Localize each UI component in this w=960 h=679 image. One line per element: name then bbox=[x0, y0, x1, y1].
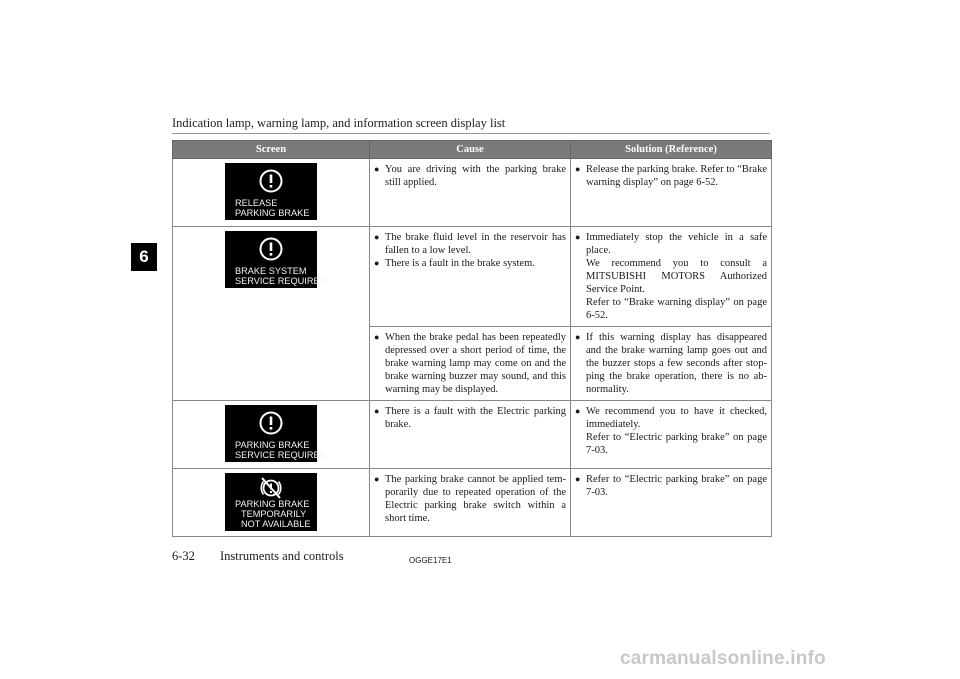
table-header-row bbox=[173, 141, 772, 159]
solution-text: Refer to “Electric parking brake” on page 7-03. bbox=[586, 432, 767, 456]
display-text-line: PARKING BRAKE bbox=[235, 499, 310, 509]
release-parking-brake-display bbox=[225, 163, 317, 220]
table-row bbox=[173, 401, 772, 469]
display-text-line: SERVICE REQUIRED bbox=[235, 450, 327, 460]
solution-text: If this warning display has disappeared and the brake warning lamp goes out and the buzzer stops a few seconds after stop-ping the brake operation, there is no ab-normality. bbox=[586, 332, 767, 395]
crossed-parking-brake-icon bbox=[258, 475, 284, 501]
solution-cell: ● If this warning display has disappeared and the brake warning lamp goes out and the buzzer stops a few seconds after stop-ping the brake operation, there is no ab-normality. bbox=[571, 327, 772, 401]
cause-cell: ● There is a fault with the Electric parking brake. bbox=[370, 401, 571, 469]
exclamation-circle-icon bbox=[258, 410, 284, 436]
column-header-screen: Screen bbox=[173, 141, 370, 159]
watermark: carmanualsonline.info bbox=[620, 648, 826, 669]
exclamation-circle-icon bbox=[258, 168, 284, 194]
parking-brake-service-required-display bbox=[225, 405, 327, 462]
solution-text: Refer to “Brake warning display” on page 6-52. bbox=[586, 297, 767, 321]
cause-text: The parking brake cannot be applied tem-porarily due to repeated operation of the Electric parking brake switch within a short time. bbox=[385, 474, 566, 524]
solution-cell: ● Release the parking brake. Refer to “Brake warning display” on page 6-52. bbox=[571, 159, 772, 227]
cause-text: There is a fault in the brake system. bbox=[385, 258, 535, 269]
cause-text: There is a fault with the Electric parking brake. bbox=[385, 406, 566, 430]
solution-text: We recommend you to have it checked, immediately. bbox=[586, 406, 767, 430]
cause-cell: ● You are driving with the parking brake still applied. bbox=[370, 159, 571, 227]
chapter-tab: 6 bbox=[131, 243, 157, 271]
screen-cell bbox=[173, 469, 370, 537]
display-text-line: RELEASE bbox=[235, 198, 278, 208]
cause-cell: ● The brake fluid level in the reservoir has fallen to a low level. ● There is a fault in the brake system. bbox=[370, 227, 571, 327]
screen-cell bbox=[173, 159, 370, 227]
display-text-line: BRAKE SYSTEM bbox=[235, 266, 307, 276]
display-list-table bbox=[172, 140, 772, 537]
solution-cell: ● We recommend you to have it checked, immediately. Refer to “Electric parking brake” on page 7-03. bbox=[571, 401, 772, 469]
column-header-solution: Solution (Reference) bbox=[571, 141, 772, 159]
display-text-line: NOT AVAILABLE bbox=[241, 519, 311, 529]
header-rule bbox=[172, 133, 770, 134]
screen-cell bbox=[173, 401, 370, 469]
display-text-line: PARKING BRAKE bbox=[235, 440, 310, 450]
display-text-line: SERVICE REQUIRED bbox=[235, 276, 327, 286]
cause-cell: ● When the brake pedal has been repeatedly depressed over a short period of time, the brake warning lamp may come on and the brake warning buzzer may sound, and this warning may be displayed. bbox=[370, 327, 571, 401]
document-code: OGGE17E1 bbox=[409, 556, 452, 565]
cause-text: The brake fluid level in the reservoir has fallen to a low level. bbox=[385, 232, 566, 256]
solution-text: We recommend you to consult a MITSUBISHI MOTORS Authorized Service Point. bbox=[586, 258, 767, 295]
table-row bbox=[173, 469, 772, 537]
solution-text: Immediately stop the vehicle in a safe place. bbox=[586, 232, 767, 256]
solution-cell: ● Refer to “Electric parking brake” on page 7-03. bbox=[571, 469, 772, 537]
exclamation-circle-icon bbox=[258, 236, 284, 262]
solution-text: Release the parking brake. Refer to “Brake warning display” on page 6-52. bbox=[586, 164, 767, 188]
cause-text: When the brake pedal has been repeatedly depressed over a short period of time, the brake warning lamp may come on and the brake warning buzzer may sound, and this warning may be displayed. bbox=[385, 332, 566, 395]
cause-text: You are driving with the parking brake still applied. bbox=[385, 164, 566, 188]
parking-brake-temporarily-not-available-display bbox=[225, 473, 317, 531]
page-number: 6-32 bbox=[172, 549, 195, 563]
solution-text: Refer to “Electric parking brake” on page 7-03. bbox=[586, 474, 767, 498]
table-row bbox=[173, 159, 772, 227]
solution-cell: ● Immediately stop the vehicle in a safe place. We recommend you to consult a MITSUBISHI MOTORS Authorized Service Point. Refer to “Brake warning display” on page 6-52. bbox=[571, 227, 772, 327]
column-header-cause: Cause bbox=[370, 141, 571, 159]
display-text-line: TEMPORARILY bbox=[241, 509, 307, 519]
section-title: Instruments and controls bbox=[220, 549, 344, 563]
brake-system-service-required-display bbox=[225, 231, 327, 288]
table-row bbox=[173, 227, 772, 327]
page-header-title: Indication lamp, warning lamp, and information screen display list bbox=[172, 116, 506, 130]
screen-cell bbox=[173, 227, 370, 401]
display-text-line: PARKING BRAKE bbox=[235, 208, 310, 218]
cause-cell: ● The parking brake cannot be applied tem-porarily due to repeated operation of the Electric parking brake switch within a short time. bbox=[370, 469, 571, 537]
